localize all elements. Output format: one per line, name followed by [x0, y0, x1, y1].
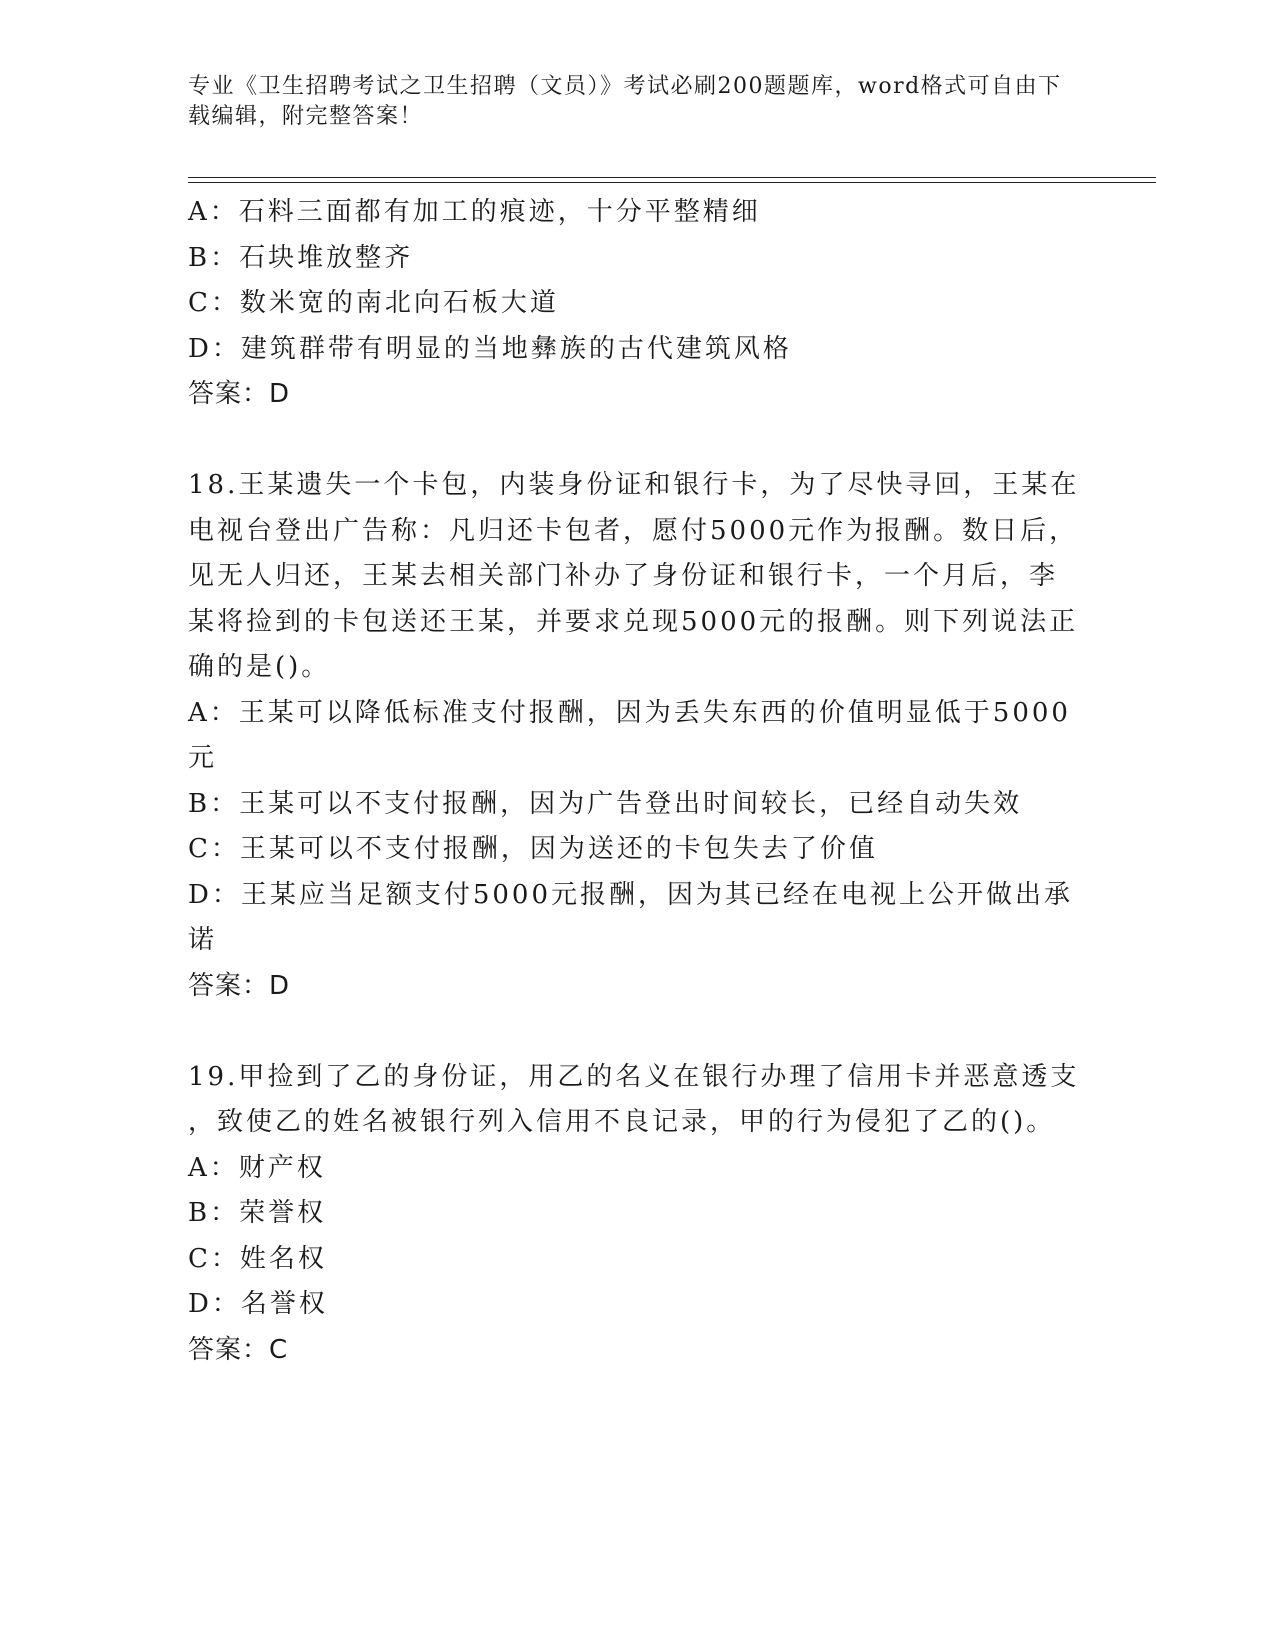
question-stem-line: 确的是()。	[188, 652, 331, 682]
option-a-continued: 元	[188, 743, 218, 773]
question-18	[188, 463, 1080, 1009]
spacer	[188, 1009, 1068, 1055]
option-d: D：建筑群带有明显的当地彝族的古代建筑风格	[188, 333, 792, 364]
answer: 答案：C	[188, 1334, 289, 1365]
spacer	[188, 418, 1068, 464]
option-a: A：石料三面都有加工的痕迹，十分平整精细	[188, 197, 761, 227]
question-stem-line: 18.王某遗失一个卡包，内装身份证和银行卡，为了尽快寻回，王某在	[188, 470, 1080, 500]
option-c: C：王某可以不支付报酬，因为送还的卡包失去了价值	[188, 834, 878, 864]
option-c: C：数米宽的南北向石板大道	[188, 288, 559, 318]
question-stem-line: 19.甲捡到了乙的身份证，用乙的名义在银行办理了信用卡并恶意透支	[188, 1061, 1080, 1092]
option-b: B：石块堆放整齐	[188, 242, 414, 273]
option-a: A：王某可以降低标准支付报酬，因为丢失东西的价值明显低于5000	[188, 697, 1071, 728]
question-stem-line: 见无人归还，王某去相关部门补办了身份证和银行卡，一个月后，李	[188, 561, 1059, 591]
option-a: A：财产权	[188, 1152, 326, 1183]
option-b: B：荣誉权	[188, 1198, 327, 1228]
option-d-continued: 诺	[188, 925, 218, 955]
document-header: 专业《卫生招聘考试之卫生招聘（文员）》考试必刷200题题库，word格式可自由下载编辑，附完整答案！	[188, 74, 1062, 129]
question-stem-line: ，致使乙的姓名被银行列入信用不良记录，甲的行为侵犯了乙的()。	[188, 1107, 1056, 1137]
question-stem-line: 电视台登出广告称：凡归还卡包者，愿付5000元作为报酬。数日后，	[188, 515, 1079, 546]
header-divider-top	[188, 177, 1156, 178]
option-c: C：姓名权	[188, 1243, 327, 1274]
option-d: D：王某应当足额支付5000元报酬，因为其已经在电视上公开做出承	[188, 879, 1074, 910]
document-body	[188, 190, 1080, 1373]
question-stem-line: 某将捡到的卡包送还王某，并要求兑现5000元的报酬。则下列说法正	[188, 606, 1079, 637]
option-b: B：王某可以不支付报酬，因为广告登出时间较长，已经自动失效	[188, 788, 1023, 819]
answer: 答案：D	[188, 379, 291, 409]
answer: 答案：D	[188, 970, 291, 1001]
header-divider-bottom	[188, 182, 1156, 183]
question-17	[188, 190, 1068, 418]
option-d: D：名誉权	[188, 1289, 328, 1319]
question-19	[188, 1055, 1080, 1374]
